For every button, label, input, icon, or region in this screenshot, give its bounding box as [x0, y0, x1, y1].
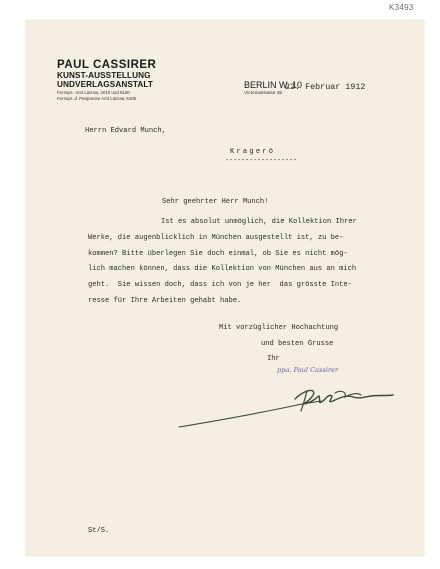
letter-date: 22. Februar 1912 [285, 82, 366, 92]
recipient-place: Kragerö [230, 148, 276, 156]
body-line: Werke, die augenblicklich in München ausgestellt ist, zu be- [88, 234, 344, 242]
archive-number: K3493 [389, 3, 414, 12]
letterhead-line2: UNDVERLAGSANSTALT [57, 80, 154, 89]
body-line: resse für Ihre Arbeiten gehabt habe. [88, 297, 242, 305]
body-line: kommen? Bitte überlegen Sie doch einmal, ob Sie es nicht mög- [88, 250, 348, 258]
recipient-underline: ------------------ [225, 157, 298, 165]
letterhead-line1: KUNST-AUSSTELLUNG [57, 71, 151, 80]
letterhead-street: Victoriastrasse 35 [244, 91, 283, 96]
closing-line: und besten Grusse [261, 340, 334, 348]
body-line: geht. Sie wissen doch, dass ich von je her das grösste Inte- [88, 281, 352, 289]
handwritten-signature-icon [175, 385, 400, 435]
letterhead-name: PAUL CASSIRER [57, 59, 157, 71]
body-line: Ist es absolut unmöglich, die Kollektion Ihrer [161, 218, 357, 226]
closing-line: Mit vorzüglicher Hochachtung [219, 324, 339, 332]
body-line: lich machen können, dass die Kollektion von München aus an mich [88, 265, 357, 273]
letterhead-city: BERLIN W. 10 [244, 80, 303, 90]
closing-line: Ihr [267, 355, 280, 363]
signature-stamp: ppa. Paul Cassirer [277, 366, 339, 374]
reference-initials: St/S. [88, 527, 110, 535]
letterhead-phone2: Fernspr. d. Panpresse Amt Lützow, 6405 [57, 96, 137, 101]
salutation: Sehr geehrter Herr Munch! [162, 198, 269, 206]
letterhead-phone1: Fernspr.: Amt Lützow, 4010 und 9150 [57, 90, 130, 95]
recipient-name: Herrn Edvard Munch, [85, 127, 166, 135]
